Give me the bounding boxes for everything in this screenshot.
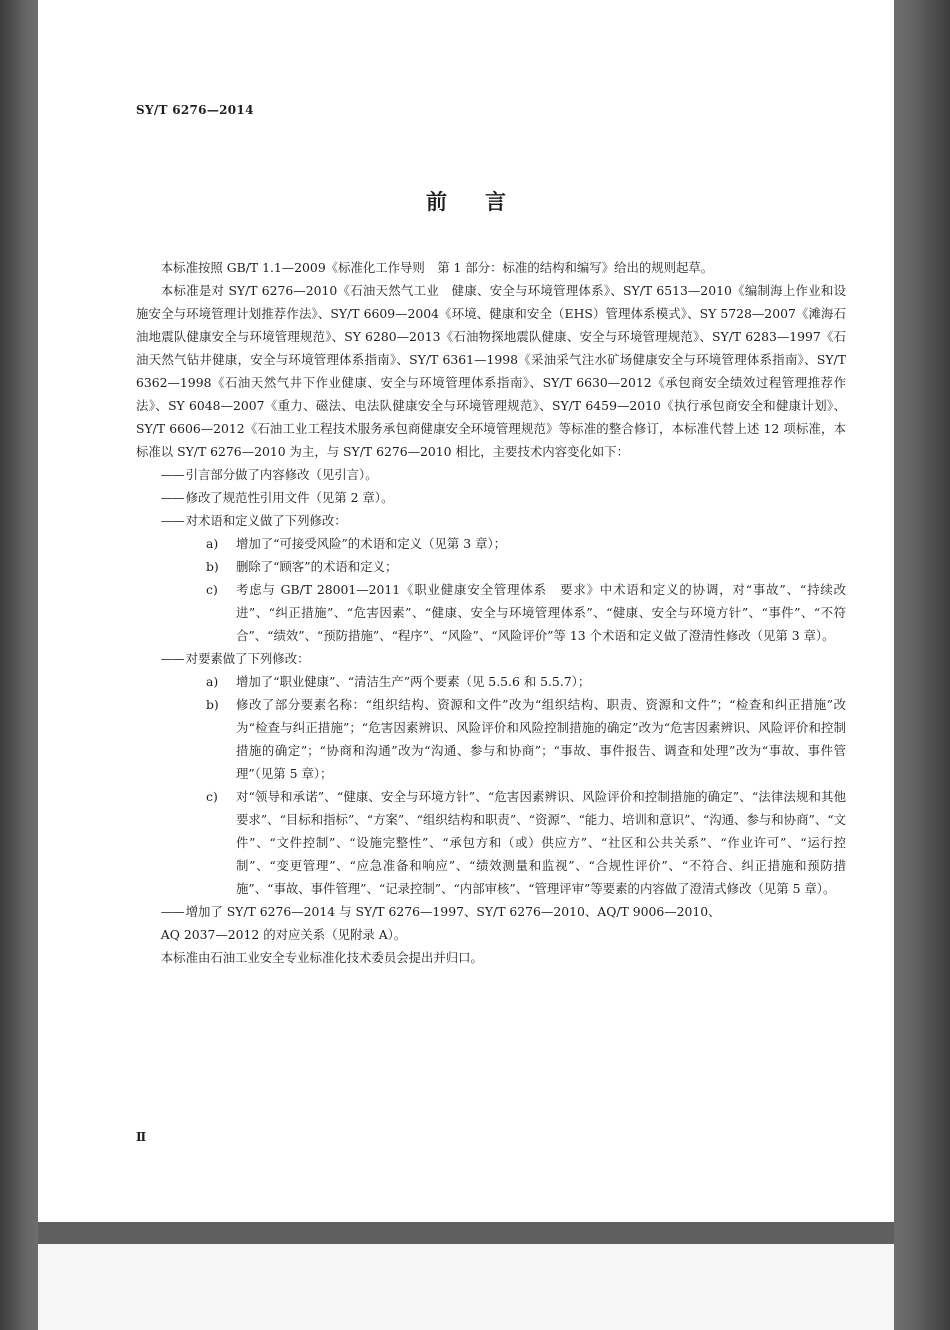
list-item: —— 对要素做了下列修改： (160, 651, 310, 666)
page-title: 前言 (426, 189, 544, 214)
list-item: —— 修改了规范性引用文件（见第 2 章）。 (160, 490, 394, 505)
list-item-continuation: AQ 2037—2012 的对应关系（见附录 A）。 (160, 927, 407, 942)
list-item: —— 引言部分做了内容修改（见引言）。 (160, 467, 378, 482)
sub-list-item: c) 对“领导和承诺”、“健康、安全与环境方针”、“危害因素辨识、风险评价和控制措施的确定”、“法律法规和其他要求”、“目标和指标”、“方案”、“组织结构和职责”、“资源”、“能力、培训和意识”、“沟通、参与和协商”、“文件”、“文件控制”、“设施完整性”、“承包方和（或）供应方”、“社区和公共关系”、“作业许可”、“运行控制”、“变更管理”、“应急准备和响应”、“绩效测量和监视”、“合规性评价”、“不符合、纠正措施和预防措施”、“事故、事件管理”、“记录控制”、“内部审核”、“管理评审”等要素的内容做了澄清式修改（见第 5 章）。 (206, 789, 846, 896)
paragraph: 本标准由石油工业安全专业标准化技术委员会提出并归口。 (160, 950, 483, 965)
paragraph: 本标准是对 SY/T 6276—2010《石油天然气工业 健康、安全与环境管理体系》、SY/T 6513—2010《编制海上作业和设施安全与环境管理计划推荐作法》、SY/T 6609—2004《环境、健康和安全（EHS）管理体系模式》、SY 5728—2007《滩海石油地震队健康安全与环境管理规范》、SY 6280—2013《石油物探地震队健康、安全与环境管理规范》、SY/T 6283—1997《石油天然气钻井健康，安全与环境管理体系指南》、SY/T 6361—1998《采油采气注水矿场健康安全与环境管理体系指南》、SY/T 6362—1998《石油天然气井下作业健康、安全与环境管理体系指南》、SY/T 6630—2012《承包商安全绩效过程管理推荐作法》、SY 6048—2007《重力、磁法、电法队健康安全与环境管理规范》、SY/T 6459—2010《执行承包商安全和健康计划》、SY/T 6606—2012《石油工业工程技术服务承包商健康安全环境管理规范》等标准的整合修订，本标准代替上述 12 项标准，本标准以 SY/T 6276—2010 为主，与 SY/T 6276—2010 相比，主要技术内容变化如下： (136, 283, 846, 459)
list-item: —— 对术语和定义做了下列修改： (160, 513, 347, 528)
sub-list-item: a) 增加了“职业健康”、“清洁生产”两个要素（见 5.5.6 和 5.5.7）； (206, 674, 591, 689)
standard-code-header: SY/T 6276—2014 (136, 103, 254, 117)
next-page-preview (38, 1244, 894, 1330)
body-text (136, 256, 846, 969)
sub-list-item: a) 增加了“可接受风险”的术语和定义（见第 3 章）； (206, 536, 507, 551)
viewer-background-right (894, 0, 950, 1330)
viewer-background-left (0, 0, 38, 1330)
sub-list-item: c) 考虑与 GB/T 28001—2011《职业健康安全管理体系 要求》中术语和定义的协调，对“事故”、“持续改进”、“纠正措施”、“危害因素”、“健康、安全与环境管理体系”、“健康、安全与环境方针”、“事件”、“不符合”、“绩效”、“预防措施”、“程序”、“风险”、“风险评价”等 13 个术语和定义做了澄清性修改（见第 3 章）。 (206, 582, 846, 643)
paragraph: 本标准按照 GB/T 1.1—2009《标准化工作导则 第 1 部分：标准的结构和编写》给出的规则起草。 (160, 260, 714, 275)
page-number: Ⅱ (136, 1130, 147, 1144)
sub-list-item: b) 修改了部分要素名称：“组织结构、资源和文件”改为“组织结构、职责、资源和文件”；“检查和纠正措施”改为“检查与纠正措施”；“危害因素辨识、风险评价和风险控制措施的确定”改为“危害因素辨识、风险评价和控制措施的确定”；“协商和沟通”改为“沟通、参与和协商”；“事故、事件报告、调查和处理”改为“事故、事件管理”（见第 5 章）； (206, 697, 846, 781)
document-page (38, 0, 894, 1222)
sub-list-item: b) 删除了“顾客”的术语和定义； (206, 559, 398, 574)
list-item: —— 增加了 SY/T 6276—2014 与 SY/T 6276—1997、SY/T 6276—2010、AQ/T 9006—2010、 (160, 904, 721, 919)
